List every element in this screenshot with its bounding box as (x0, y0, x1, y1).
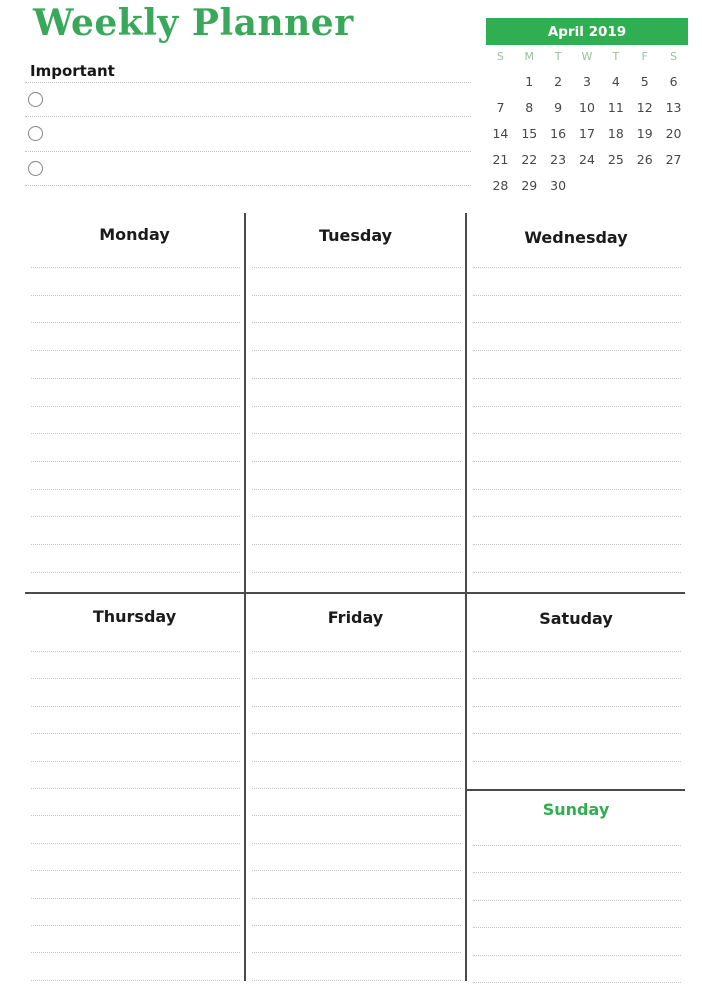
thursday-label: Thursday (92, 607, 177, 626)
calendar-date-cell (659, 173, 688, 199)
ruled-line (252, 378, 461, 379)
ruled-line (31, 572, 240, 573)
ruled-line (31, 733, 240, 734)
ruled-line (31, 761, 240, 762)
ruled-line (473, 322, 681, 323)
calendar-day-letter: T (612, 50, 620, 63)
ruled-line (473, 378, 681, 379)
saturday-label: Satuday (539, 609, 613, 628)
ruled-line (31, 706, 240, 707)
saturday-column (467, 593, 685, 789)
calendar-date-cell: 14 (492, 126, 509, 141)
calendar-day-letter: M (524, 50, 535, 63)
calendar-date-cell (486, 69, 515, 95)
ruled-line (31, 322, 240, 323)
calendar-date-cell: 26 (636, 152, 653, 167)
calendar-date-cell: 22 (521, 152, 538, 167)
ruled-line (252, 433, 461, 434)
ruled-line (473, 872, 681, 873)
ruled-line (31, 350, 240, 351)
ruled-line (473, 267, 681, 268)
calendar-date-cell: 3 (583, 74, 591, 89)
ruled-line (473, 350, 681, 351)
ruled-line (252, 870, 461, 871)
checkbox-circle[interactable] (28, 92, 43, 107)
ruled-line (473, 845, 681, 846)
calendar-day-letter: W (581, 50, 593, 63)
ruled-line (31, 925, 240, 926)
ruled-line (473, 982, 681, 983)
ruled-line (31, 815, 240, 816)
ruled-line (252, 952, 461, 953)
ruled-line (473, 544, 681, 545)
ruled-line (473, 516, 681, 517)
ruled-line (31, 788, 240, 789)
ruled-line (473, 761, 681, 762)
thursday-column (25, 593, 244, 985)
calendar-date-cell: 30 (550, 178, 567, 193)
ruled-line (25, 151, 471, 152)
ruled-line (31, 406, 240, 407)
checkbox-circle[interactable] (28, 161, 43, 176)
tuesday-label: Tuesday (318, 226, 393, 245)
calendar-date-cell: 9 (554, 100, 563, 115)
important-section (25, 62, 471, 192)
ruled-line (252, 843, 461, 844)
calendar-month-header: April 2019 (486, 18, 688, 45)
ruled-line (252, 651, 461, 652)
ruled-line (252, 572, 461, 573)
ruled-line (252, 980, 461, 981)
ruled-line (252, 461, 461, 462)
ruled-line (31, 843, 240, 844)
calendar-date-cell: 23 (550, 152, 567, 167)
calendar-date-cell: 21 (492, 152, 509, 167)
calendar-date-cell: 13 (665, 100, 682, 115)
ruled-line (31, 952, 240, 953)
ruled-line (252, 350, 461, 351)
ruled-line (252, 544, 461, 545)
calendar-date-cell: 1 (525, 74, 534, 89)
ruled-line (31, 295, 240, 296)
ruled-line (25, 185, 471, 186)
ruled-line (473, 900, 681, 901)
calendar-date-cell: 17 (579, 126, 595, 141)
important-label: Important (30, 62, 115, 80)
tuesday-column (246, 213, 465, 592)
ruled-line (252, 706, 461, 707)
calendar-day-letter: T (554, 50, 562, 63)
calendar-date-cell: 11 (607, 100, 624, 115)
ruled-line (31, 651, 240, 652)
mini-calendar (486, 18, 688, 199)
ruled-line (252, 898, 461, 899)
ruled-line (31, 678, 240, 679)
calendar-date-cell: 6 (669, 74, 678, 89)
calendar-date-grid (486, 69, 688, 199)
ruled-line (31, 267, 240, 268)
calendar-date-cell: 29 (521, 178, 538, 193)
calendar-date-cell: 2 (554, 74, 563, 89)
ruled-line (252, 406, 461, 407)
calendar-date-cell: 12 (636, 100, 653, 115)
ruled-line (31, 870, 240, 871)
ruled-line (252, 761, 461, 762)
ruled-line (31, 898, 240, 899)
sunday-label: Sunday (542, 800, 610, 819)
sunday-section (467, 791, 685, 989)
ruled-line (473, 733, 681, 734)
ruled-line (31, 433, 240, 434)
ruled-line (31, 516, 240, 517)
wednesday-column (467, 213, 685, 592)
calendar-day-letter: F (641, 50, 648, 63)
ruled-line (252, 516, 461, 517)
ruled-line (31, 378, 240, 379)
ruled-line (473, 955, 681, 956)
ruled-line (473, 678, 681, 679)
ruled-line (473, 461, 681, 462)
ruled-line (252, 733, 461, 734)
calendar-day-letter: S (496, 50, 504, 63)
calendar-date-cell: 16 (550, 126, 567, 141)
monday-label: Monday (99, 225, 170, 244)
ruled-line (473, 489, 681, 490)
friday-label: Friday (327, 608, 384, 627)
ruled-line (25, 82, 471, 83)
ruled-line (31, 461, 240, 462)
ruled-line (473, 927, 681, 928)
ruled-line (252, 815, 461, 816)
ruled-line (31, 489, 240, 490)
ruled-line (473, 433, 681, 434)
calendar-date-cell (573, 173, 602, 199)
ruled-line (473, 406, 681, 407)
ruled-line (252, 295, 461, 296)
calendar-date-cell: 8 (525, 100, 534, 115)
friday-column (246, 593, 465, 985)
calendar-day-headers (486, 49, 688, 65)
ruled-line (252, 788, 461, 789)
calendar-date-cell: 5 (640, 74, 649, 89)
calendar-date-cell: 10 (579, 100, 595, 115)
ruled-line (25, 116, 471, 117)
calendar-day-letter: S (670, 50, 678, 63)
ruled-line (473, 572, 681, 573)
ruled-line (31, 544, 240, 545)
ruled-line (31, 980, 240, 981)
calendar-date-cell (601, 173, 630, 199)
ruled-line (252, 678, 461, 679)
ruled-line (473, 706, 681, 707)
calendar-date-cell: 7 (496, 100, 505, 115)
ruled-line (473, 651, 681, 652)
ruled-line (252, 322, 461, 323)
checkbox-circle[interactable] (28, 126, 43, 141)
calendar-date-cell: 20 (665, 126, 682, 141)
ruled-line (252, 925, 461, 926)
page-title: Weekly Planner (33, 2, 354, 44)
calendar-date-cell: 28 (492, 178, 509, 193)
ruled-line (252, 267, 461, 268)
wednesday-label: Wednesday (524, 228, 628, 247)
calendar-date-cell: 24 (579, 152, 595, 167)
ruled-line (473, 295, 681, 296)
monday-column (25, 213, 244, 592)
calendar-date-cell: 15 (521, 126, 538, 141)
calendar-date-cell: 19 (636, 126, 653, 141)
ruled-line (252, 489, 461, 490)
calendar-date-cell: 27 (665, 152, 682, 167)
calendar-date-cell (630, 173, 659, 199)
calendar-date-cell: 18 (607, 126, 624, 141)
calendar-date-cell: 4 (611, 74, 620, 89)
calendar-date-cell: 25 (607, 152, 624, 167)
